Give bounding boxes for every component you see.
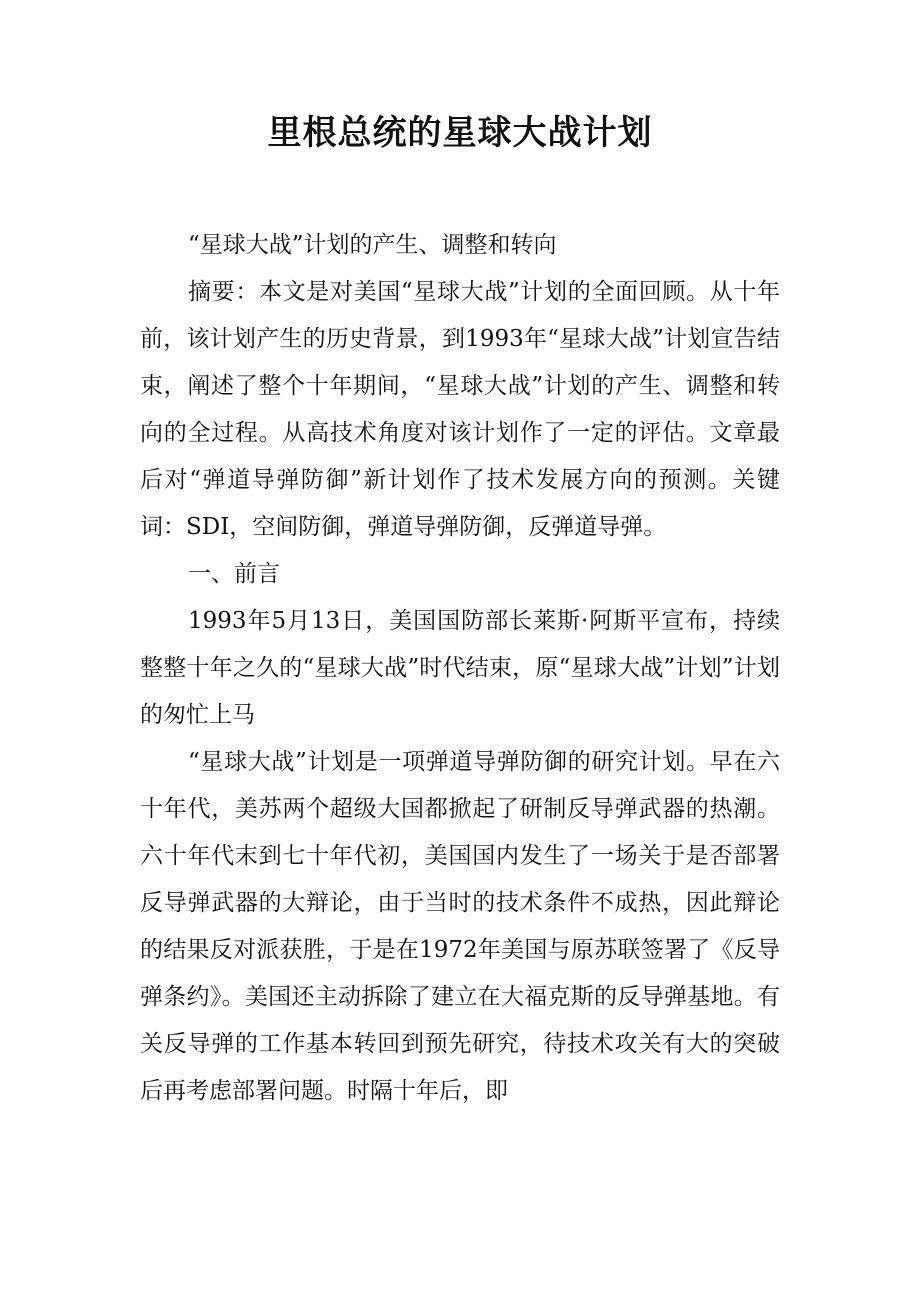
document-body: [140, 222, 780, 1115]
abstract-paragraph: 摘要：本文是对美国“星球大战”计划的全面回顾。从十年前，该计划产生的历史背景，到1993年“星球大战”计划宣告结束，阐述了整个十年期间，“星球大战”计划的产生、调整和转向的全过程。从高技术角度对该计划作了一定的评估。文章最后对“弹道导弹防御”新计划作了技术发展方向的预测。关键词：SDI，空间防御，弹道导弹防御，反弹道导弹。: [140, 279, 780, 540]
document-title: 里根总统的星球大战计划: [267, 113, 653, 153]
subtitle: “星球大战”计划的产生、调整和转向: [188, 232, 557, 258]
body-paragraph-2: “星球大战”计划是一项弹道导弹防御的研究计划。早在六十年代，美苏两个超级大国都掀起了研制反导弹武器的热潮。六十年代末到七十年代初，美国国内发生了一场关于是否部署反导弹武器的大辩论，由于当时的技术条件不成热，因此辩论的结果反对派获胜，于是在1972年美国与原苏联签署了《反导弹条约》。美国还主动拆除了建立在大福克斯的反导弹基地。有关反导弹的工作基本转回到预先研究，待技术攻关有大的突破后再考虑部署问题。时隔十年后，即: [140, 749, 780, 1104]
section-heading-preface: 一、前言: [188, 561, 280, 587]
body-paragraph-1: 1993年5月13日，美国国防部长莱斯·阿斯平宣布，持续整整十年之久的“星球大战”时代结束，原“星球大战”计划”计划的匆忙上马: [140, 608, 780, 728]
